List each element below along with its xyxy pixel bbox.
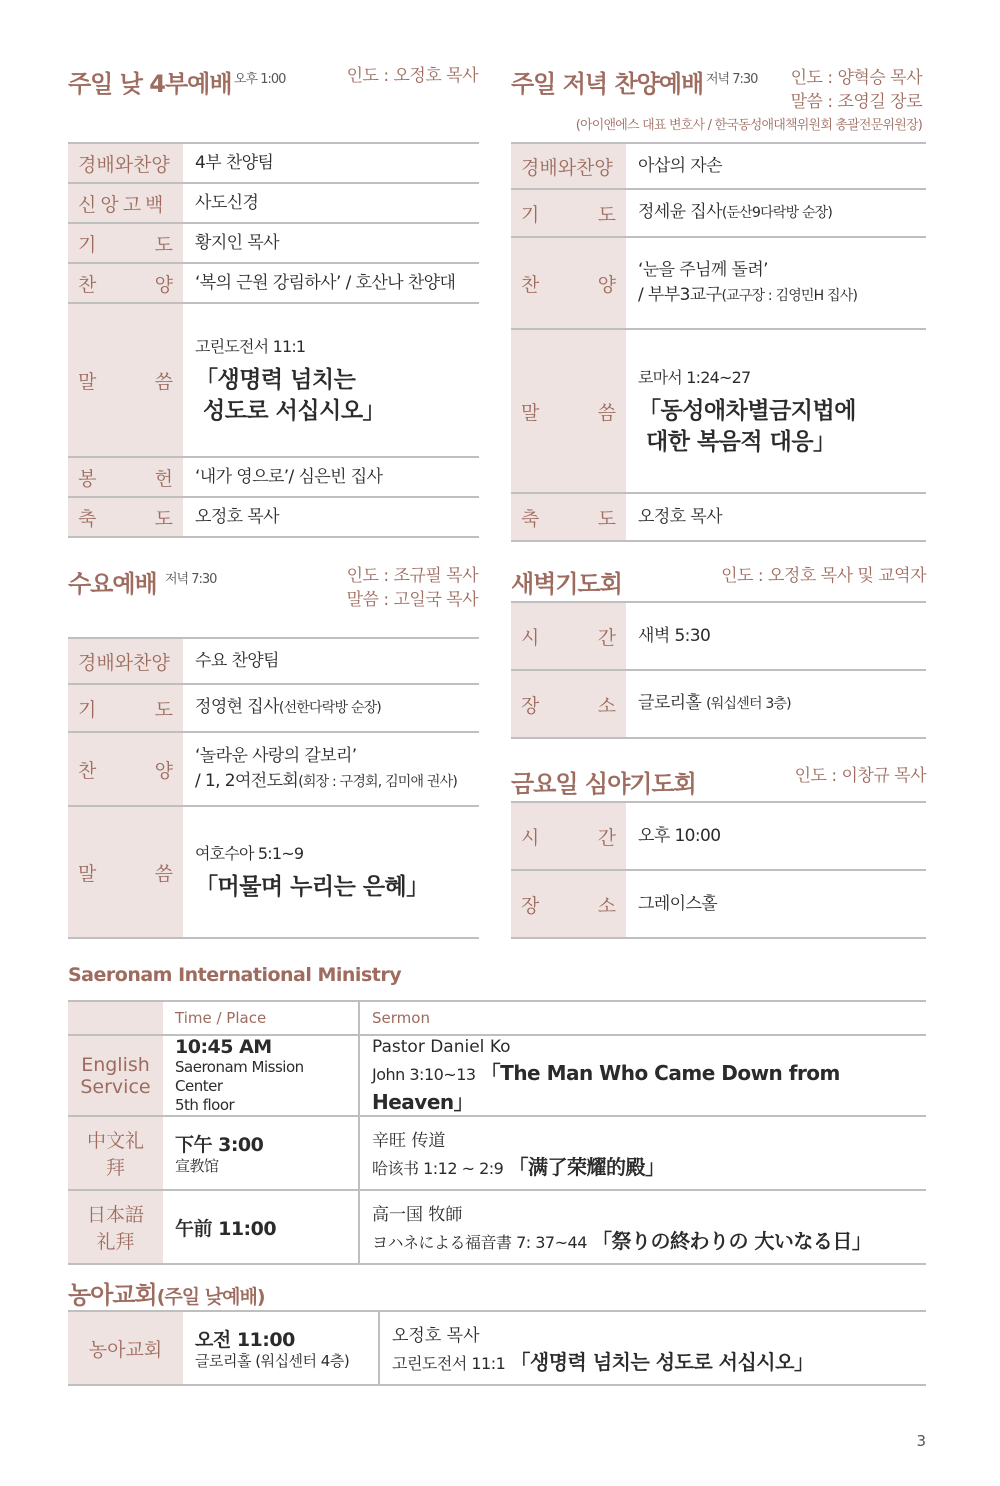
table-row: [68, 497, 479, 537]
sermon-title: 성도로 서십시오」: [203, 397, 386, 424]
page-number: 3: [916, 1432, 926, 1450]
table-row: [511, 670, 926, 738]
sunday4-table: [68, 142, 479, 538]
table-row: [68, 1035, 926, 1116]
sermon-cell: [183, 806, 479, 938]
row-label: 경배와찬양: [511, 143, 626, 189]
row-value: 그레이스홀: [626, 870, 926, 938]
deaf-table: [68, 1310, 926, 1386]
row-label: 말 씀: [511, 329, 626, 493]
table-row: [68, 1001, 926, 1035]
sunday4-leader: 인도 : 오정호 목사: [346, 66, 478, 86]
sermon-cell: Pastor Daniel Ko John 3:10~13 「The Man Who Came Down from Heaven」: [359, 1035, 926, 1116]
evening-preacher: 말씀 : 조영길 장로: [790, 92, 922, 112]
row-label: 경배와찬양: [68, 638, 183, 684]
row-label: 장 소: [511, 870, 626, 938]
row-label: 기 도: [511, 189, 626, 237]
row-label: 축 도: [511, 493, 626, 541]
wednesday-table: [68, 637, 479, 939]
row-value: 새벽 5:30: [626, 602, 926, 670]
row-label: 말 씀: [68, 303, 183, 457]
row-value: ‘복의 근원 강림하사’ / 호산나 찬양대: [183, 263, 479, 303]
evening-preacher-note: (아이앤에스 대표 변호사 / 한국동성애대책위원회 총괄전문위원장): [575, 118, 922, 133]
row-label: 찬 양: [68, 732, 183, 806]
time-place-cell: 10:45 AM Saeronam Mission Center 5th floor: [163, 1035, 359, 1116]
row-label: 찬 양: [68, 263, 183, 303]
row-label: 봉 헌: [68, 457, 183, 497]
dawn-title: 새벽기도회: [511, 570, 622, 598]
row-label: 경배와찬양: [68, 143, 183, 183]
row-value: 정세윤 집사(둔산9다락방 순장): [626, 189, 926, 237]
table-row: [68, 732, 479, 806]
friday-table: [511, 801, 926, 939]
international-table: [68, 1000, 926, 1265]
header-empty: [68, 1001, 163, 1035]
row-value: 오정호 목사: [183, 497, 479, 537]
table-row: [68, 457, 479, 497]
evening-title: 주일 저녁 찬양예배: [511, 70, 704, 98]
sermon-cell: [183, 303, 479, 457]
table-row: [511, 870, 926, 938]
international-title: Saeronam International Ministry: [68, 964, 402, 986]
row-label: 日本語礼拜: [68, 1190, 163, 1264]
time-place-cell: 午前 11:00: [163, 1190, 359, 1264]
sunday4-title: 주일 낮 4부예배: [68, 70, 232, 98]
header-sermon: Sermon: [359, 1001, 926, 1035]
row-label: 시 간: [511, 602, 626, 670]
wednesday-leader: 인도 : 조규필 목사: [346, 566, 478, 586]
row-value: 사도신경: [183, 183, 479, 223]
row-value: 4부 찬양팀: [183, 143, 479, 183]
row-label: 농아교회: [68, 1311, 183, 1385]
sermon-cell: 辛旺 传道 哈该书 1:12 ~ 2:9 「满了荣耀的殿」: [359, 1116, 926, 1190]
dawn-table: [511, 601, 926, 739]
evening-time: 저녁 7:30: [706, 72, 758, 87]
table-row: [511, 143, 926, 189]
table-row: [68, 143, 479, 183]
sermon-reference: 여호수아 5:1~9: [195, 844, 304, 863]
row-value: 오후 10:00: [626, 802, 926, 870]
table-row: [68, 303, 479, 457]
row-value: 아삽의 자손: [626, 143, 926, 189]
row-value: ‘눈을 주님께 돌려’ / 부부3교구(교구장 : 김영민H 집사): [626, 237, 926, 329]
evening-table: [511, 142, 926, 542]
header-time-place: Time / Place: [163, 1001, 359, 1035]
sermon-reference: 로마서 1:24~27: [638, 367, 751, 387]
table-row: [511, 802, 926, 870]
table-row: [68, 1311, 926, 1385]
row-label: 기 도: [68, 684, 183, 732]
friday-title: 금요일 심야기도회: [511, 770, 696, 798]
row-value: 글로리홀 (워십센터 3층): [626, 670, 926, 738]
sermon-title: 「동성애차별금지법에: [638, 397, 856, 424]
table-row: [68, 1190, 926, 1264]
table-row: [511, 329, 926, 493]
wednesday-title: 수요예배: [68, 570, 157, 598]
table-row: [68, 183, 479, 223]
row-value: 오정호 목사: [626, 493, 926, 541]
row-value: 황지인 목사: [183, 223, 479, 263]
table-row: [68, 263, 479, 303]
row-label: 中文礼拜: [68, 1116, 163, 1190]
time-place-cell: 오전 11:00 글로리홀 (워십센터 4층): [183, 1311, 379, 1385]
table-row: [68, 684, 479, 732]
wednesday-preacher: 말씀 : 고일국 목사: [346, 590, 478, 610]
row-label: 축 도: [68, 497, 183, 537]
table-row: [68, 1116, 926, 1190]
table-row: [511, 237, 926, 329]
sunday4-time: 오후 1:00: [234, 72, 286, 87]
table-row: [68, 806, 479, 938]
sermon-reference: 고린도전서 11:1: [195, 336, 306, 356]
dawn-leader: 인도 : 오정호 목사 및 교역자: [721, 566, 926, 586]
row-value: 정영현 집사(선한다락방 순장): [183, 684, 479, 732]
sermon-title: 「생명력 넘치는: [195, 366, 356, 393]
sermon-title: 대한 복음적 대응」: [646, 428, 836, 455]
sermon-cell: 高一国 牧師 ヨハネによる福音書 7: 37~44 「祭りの終わりの 大いなる日」: [359, 1190, 926, 1264]
table-row: [511, 493, 926, 541]
row-label: 장 소: [511, 670, 626, 738]
deaf-title: 농아교회(주일 낮예배): [68, 1281, 265, 1309]
sermon-cell: [626, 329, 926, 493]
row-value: ‘놀라운 사랑의 갈보리’ / 1, 2여전도회(회장 : 구경회, 김미애 권사): [183, 732, 479, 806]
row-value: 수요 찬양팀: [183, 638, 479, 684]
table-row: [511, 602, 926, 670]
row-label: English Service: [68, 1035, 163, 1116]
table-row: [68, 223, 479, 263]
row-label: 찬 양: [511, 237, 626, 329]
table-row: [511, 189, 926, 237]
sermon-cell: 오정호 목사 고린도전서 11:1 「생명력 넘치는 성도로 서십시오」: [379, 1311, 926, 1385]
table-row: [68, 638, 479, 684]
time-place-cell: 下午 3:00 宣教馆: [163, 1116, 359, 1190]
row-label: 기 도: [68, 223, 183, 263]
row-label: 말 씀: [68, 806, 183, 938]
row-label: 시 간: [511, 802, 626, 870]
wednesday-time: 저녁 7:30: [165, 572, 217, 587]
evening-leader: 인도 : 양혁승 목사: [790, 68, 922, 88]
friday-leader: 인도 : 이창규 목사: [794, 766, 926, 786]
row-label: 신앙고백: [68, 183, 183, 223]
row-value: ‘내가 영으로’/ 심은빈 집사: [183, 457, 479, 497]
sermon-title: 「머물며 누리는 은혜」: [195, 874, 429, 900]
